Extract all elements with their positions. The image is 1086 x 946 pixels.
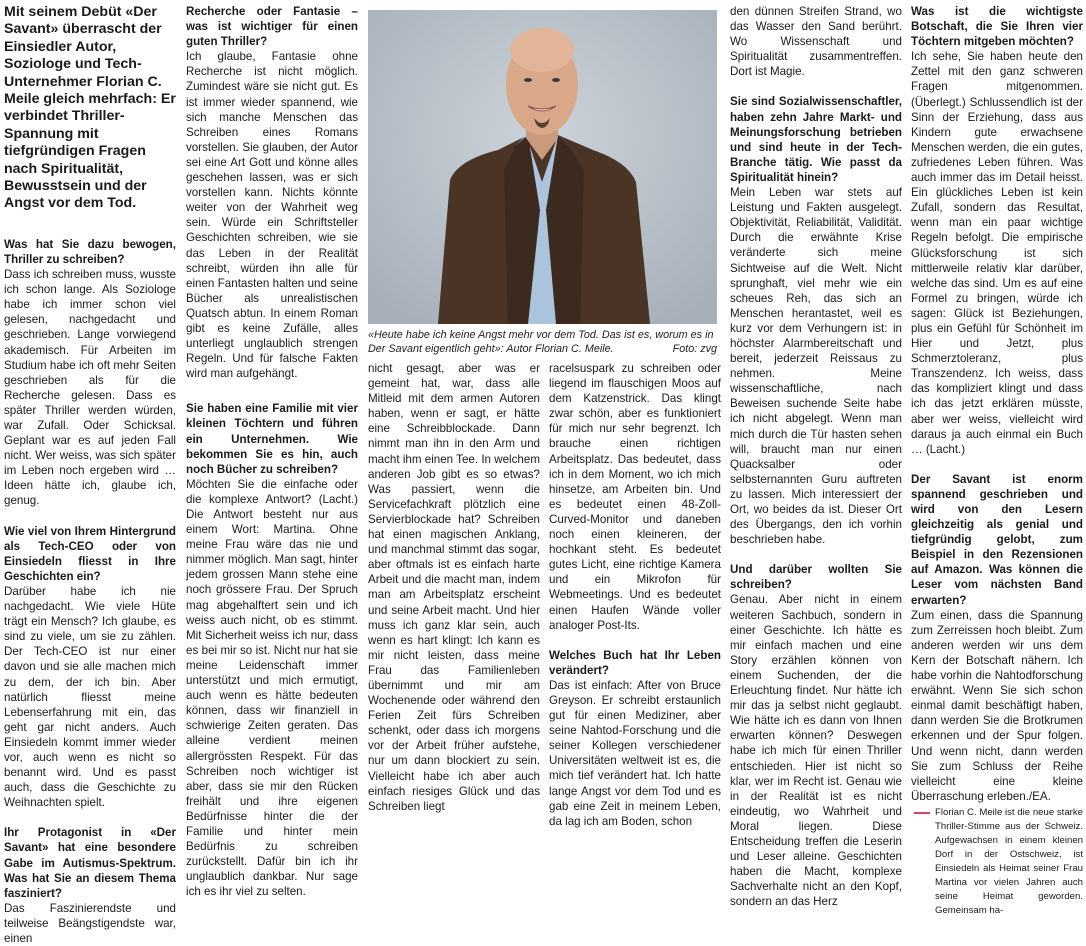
- interview-answer: Möchten Sie die einfache oder die komplexe Antwort? (Lacht.) Die Antwort besteht nur aus einem Wort: Martina. Ohne meine Frau wäre das nie und nimmer möglich. Man sagt, hinter jedem grossen Mann stehe eine noch grössere Frau. Der Spruch mag abgehalftert sein und ich weiss auch nicht, ob es stimmt. Mit Sicherheit weiss ich nur, dass es bei mir so ist. Nicht nur hat sie meine Leidenschaft immer unterstützt und mich ermutigt, auch wenn es hätte bedeuten können, dass wir finanziell in schwierige Zeiten geraten. Das alleine verdient meinen allergrössten Respekt. Für das Schreiben noch wichtiger ist aber, dass sie mir den Rücken freihält und ihre eigenen Bedürfnisse hinter die der Familie und hinter mein Bedürfnis zu schreiben zurückstellt. Dafür bin ich ihr unglaublich dankbar. Nur sage ich es ihr viel zu selten.: [186, 477, 358, 899]
- interview-answer: nicht gesagt, aber was er gemeint hat, war, dass alle Mitleid mit dem armen Autoren haben, wenn er sagt, er hätte eine Schreibblockade. Dann nimmt man ihn in den Arm und macht ihm einen Tee. In welchem anderen Job gibt es so etwas? Was passiert, wenn die Servicefachkraft plötzlich eine Servierblockade hat? Schreiben hat einen magischen Anklang, und manchmal stimmt das sogar, aber oftmals ist es einfach harte Arbeit und die macht man, indem man am Arbeitsplatz erscheint und seine Arbeit macht. Und hier muss ich ganz klar sein, auch wenn es hart klingt: Ich kann es mir nicht leisten, dass meine Frau das Familienleben übernimmt und mir am Wochenende oder während den Ferien Zeit fürs Schreiben schenkt, oder dass ich morgens vor der Arbeit früher aufstehe, nur um dann blockiert zu sein. Vielleicht habe ich aber auch einfach riesiges Glück und das Schreiben liegt: [368, 362, 540, 813]
- interview-answer: Das ist einfach: After von Bruce Greyson. Er schreibt erstaunlich gut für einen Mediziner, aber seine Nahtod-Forschung und die seiner Kollegen verschiedener Universitäten weltweit ist es, die mich tief verändert hat. Ich hatte lange Angst vor dem Tod und es gab eine Zeit in meinem Leben, da lag ich am Boden, schon: [549, 678, 721, 828]
- author-portrait-illustration: [368, 10, 717, 324]
- interview-answer: Dass ich schreiben muss, wusste ich schon lange. Als Soziologe habe ich immer schon viel gelesen, nachgedacht und geschrieben. Lange vorwiegend akademisch. Für Arbeiten im Studium habe ich oft mehr Seiten geschrieben als für die Recherche gelesen. Dass es später Thriller werden würden, war Zufall. Oder Schicksal. Geplant war es auf jeden Fall nicht. Wer weiss, was sich später im Leben noch ergeben wird … Ideen hätte ich, glaube ich, genug.: [4, 268, 176, 508]
- interview-answer: Zum einen, dass die Spannung zum Zerreissen hoch bleibt. Zum anderen werden wir uns dem Kern der Botschaft nähern. Ich habe vorhin die Nahtodforschung erwähnt. Wenn Sie sich schon einmal damit beschäftigt haben, dann werden Sie die Brotkrumen erkennen und der Spur folgen. Und wenn nicht, dann werden Sie zum Schluss der Reihe vielleicht eine kleine Überraschung erleben./EA.: [911, 608, 1083, 803]
- photo-caption: [368, 328, 717, 356]
- interview-answer: racelsuspark zu schreiben oder liegend im flauschigen Moos auf dem Katzenstrick. Das klingt zwar schön, aber es funktioniert für mich nur sehr begrenzt. Ich brauche einen richtigen Arbeitsplatz. Das bedeutet, dass ich in dem Moment, wo ich mich hinsetze, am Arbeiten bin. Und es bedeutet einen 48-Zoll-Curved-Monitor und daneben noch einen kleineren, der hochkant steht. Es bedeutet gutes Licht, eine richtige Kamera und ein Mikrofon für Webmeetings. Und es bedeutet einen Haufen Wände voller analoger Post-Its.: [549, 362, 721, 632]
- article-lead: Mit seinem Debüt «Der Savant» überrascht der Einsiedler Autor, Soziologe und Tech-Unternehmer Florian C. Meile gleich mehrfach: Er verbindet Thriller-Spannung mit tiefgründigen Fragen nach Spiritualität, Bewusstsein und der Angst vor dem Tod.: [4, 4, 176, 212]
- interview-answer: Genau. Aber nicht in einem weiteren Sachbuch, sondern in einer Geschichte. Ich hätte es mir einfach machen und eine Story erzählen können von einem Suchenden, der die Erleuchtung findet. Nur hätte ich mir das ja selbst nicht geglaubt. Wie hätte ich es dann von Ihnen erwarten können? Deswegen habe ich mich für einen Thriller entschieden. Hier ist nicht so klar, wer im Recht ist. Genau wie in der Realität ist es nicht eindeutig, wo Wahrheit und Moral liegen. Diese Entscheidung treffen die Leserin und Leser alleine. Geschichten haben die Macht, komplexe Sachverhalte nicht an den Kopf, sondern an das Herz: [730, 593, 902, 909]
- author-bio-text: Florian C. Meile ist die neue starke Thriller-Stimme aus der Schweiz. Aufgewachsen in einem kleinen Dorf in der Ostschweiz, ist Einsiedeln als Heimat seiner Frau Martina vor vielen Jahren auch seine Heimat geworden. Gemeinsam ha-: [935, 806, 1083, 916]
- caption-text: «Heute habe ich keine Angst mehr vor dem Tod. Das ist es, worum es in Der Savant eigentlich geht»: Autor Florian C. Meile.: [368, 329, 714, 356]
- interview-question: Recherche oder Fantasie – was ist wichtiger für einen guten Thriller?: [186, 5, 358, 49]
- interview-question: Der Savant ist enorm spannend geschrieben und wird von den Lesern gleichzeitig als genial und tiefgründig gelobt, zum Beispiel in den Rezensionen auf Amazon. Was können die Leser vom nächsten Band erwarten?: [911, 472, 1083, 607]
- interview-answer: den dünnen Streifen Strand, wo das Wasser den Sand berührt. Wo Wissenschaft und Spiritualität zusammentreffen. Dort ist Magie.: [730, 5, 902, 79]
- interview-question: Ihr Protagonist in «Der Savant» hat eine besondere Gabe im Autismus-Spektrum. Was hat Sie an diesem Thema fasziniert?: [4, 826, 176, 900]
- author-photo: [368, 10, 717, 324]
- article-column-6: [911, 4, 1083, 918]
- interview-question: Was ist die wichtigste Botschaft, die Sie Ihren vier Töchtern mitgeben möchten?: [911, 5, 1083, 49]
- interview-question: Sie haben eine Familie mit vier kleinen Töchtern und führen ein Unternehmen. Wie bekommen Sie es hin, auch noch Bücher zu schreiben?: [186, 402, 358, 476]
- interview-question: Sie sind Sozialwissenschaftler, haben zehn Jahre Markt- und Meinungsforschung betrieben und sind heute in der Tech-Branche tätig. Wie passt da Spiritualität hinein?: [730, 95, 902, 184]
- article-column-5: [730, 4, 902, 909]
- interview-question: Wie viel von Ihrem Hintergrund als Tech-CEO oder von Einsiedeln fliesst in Ihre Geschichten ein?: [4, 524, 176, 583]
- photo-credit: Foto: zvg: [672, 343, 717, 356]
- article-column-1: [4, 4, 176, 946]
- interview-answer: Mein Leben war stets auf Leistung und Fakten ausgelegt. Objektivität, Reliabilität, Validität. Durch die erwähnte Krise veränderte sich meine Sichtweise auf die Welt. Nicht sprunghaft, viel mehr wie ein scheues Reh, das sich an Menschen herantastet, weil es kurz vor dem Verhungern ist: in höchster Alarmbereitschaft und bereit, jederzeit Reissaus zu nehmen. Meine wissenschaftliche, nach Beweisen suchende Seite habe ich nicht abgelegt. Wenn man mich durch die Tür hasten sehen will, braucht man nur einen Quacksalber oder selbsternannten Guru auftreten zu lassen. Mich interessiert der Ort, wo beides da ist. Dieser Ort des Übergangs, den ich vorhin beschrieben habe.: [730, 186, 902, 547]
- interview-question: Und darüber wollten Sie schreiben?: [730, 563, 902, 592]
- accent-dash: [914, 812, 930, 814]
- author-bio: [911, 806, 1083, 918]
- article-column-2: [186, 4, 358, 899]
- interview-question: Was hat Sie dazu bewogen, Thriller zu schreiben?: [4, 237, 176, 266]
- interview-answer: Ich glaube, Fantasie ohne Recherche ist nicht möglich. Zumindest wäre sie nicht gut. Es ist immer wieder spannend, wie sich manche Menschen das Schreiben eines Romans vorstellen. Sie glauben, der Autor sei eine Art Gott und könne alles geschehen lassen, was er sich vorstellen kann. Nichts könnte weiter von der Wahrheit weg sein. Würde ein Schriftsteller Geschichten schreiben, wie sie das Leben in der Realität schreibt, würden ihn alle für einen Fantasten halten und seine Bücher als unrealistischen Quatsch abtun. In einem Roman gibt es keine Zufälle, alles unterliegt unglaublich strengen Regeln. Und für falsche Fakten wird man aufgehängt.: [186, 50, 358, 381]
- article-column-3: [368, 361, 540, 814]
- article-column-4: [549, 361, 721, 829]
- interview-answer: Darüber habe ich nie nachgedacht. Wie viele Hüte trägt ein Mensch? Ich glaube, es sind zu viele, um sie zu zählen. Der Tech-CEO ist nur einer davon und sie alle machen mich zu dem, der ich bin. Aber natürlich fliesst meine Lebenserfahrung mit ein, das geht gar nicht anders. Auch Einsiedeln kommt immer wieder vor, auch wenn es nicht so benannt wird. Und es passt auch, dass die Geschichte zu Weihnachten spielt.: [4, 584, 176, 810]
- interview-question: Welches Buch hat Ihr Leben verändert?: [549, 648, 721, 677]
- interview-answer: Das Faszinierendste und teilweise Beängstigendste war, einen: [4, 901, 176, 945]
- interview-answer: Ich sehe, Sie haben heute den Zettel mit den ganz schweren Fragen mitgenommen. (Überlegt.) Schlussendlich ist der Sinn der Erziehung, dass aus Kindern gute erwachsene Menschen werden, die ein gutes, zufriedenes Leben führen. Was auch immer das im Detail heisst. Ein glückliches Leben ist kein Zufall, sondern das Resultat, wenn man ein paar wichtige Regeln befolgt. Die empirische Glücksforschung ist sich mittlerweile relativ klar darüber, welche das sind. Um es auf eine Formel zu bringen, würde ich sagen: Glück ist Beziehungen, plus ein Gefühl für Schönheit im Hier und Jetzt, plus Schmerztoleranz, plus Transzendenz. Ich weiss, dass das kompliziert klingt und dass ich das jetzt erklären müsste, aber wer weiss, vielleicht wird daraus ja auch einmal ein Buch … (Lacht.): [911, 50, 1083, 456]
